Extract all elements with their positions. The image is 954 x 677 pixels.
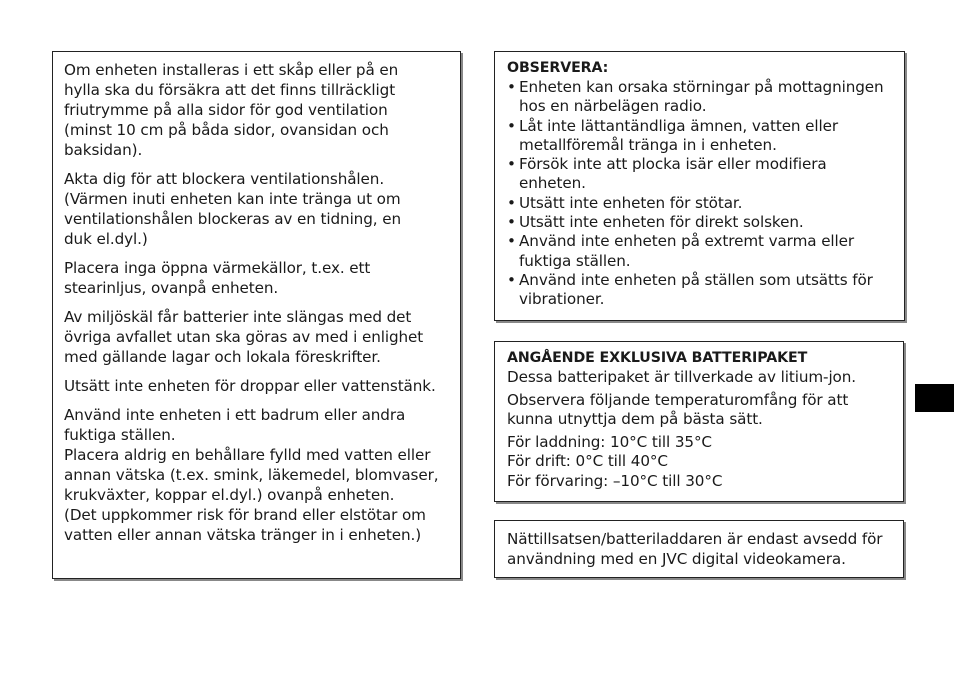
liquid-container-text: Placera aldrig en behållare fylld med vatten eller annan vätska (t.ex. smink, läkemedel, blomvaser, krukväxter, koppar el.dyl.) ovanpå enheten.: [64, 446, 439, 504]
storage-temp-text: För förvaring: –10°C till 30°C: [507, 471, 723, 490]
operation-temp-text: För drift: 0°C till 40°C: [507, 452, 668, 470]
list-item-text: Enheten kan orsaka störningar på mottagningen hos en närbelägen radio.: [519, 78, 884, 116]
charger-note-box: Nättillsatsen/batteriladdaren är endast avsedd för användning med en JVC digital videokamera.: [494, 520, 904, 578]
bullet-icon: •: [507, 155, 516, 174]
list-item: [507, 232, 896, 271]
list-item: [507, 271, 896, 310]
bathroom-warning-text: Använd inte enheten i ett badrum eller andra fuktiga ställen.: [64, 406, 406, 444]
list-item-text: Använd inte enheten på ställen som utsätts för vibrationer.: [519, 270, 873, 309]
battery-disposal-text: Av miljöskäl får batterier inte slängas med det övriga avfallet utan ska göras av med i enlighet med gällande lagar och lokala föreskrifter.: [64, 308, 424, 366]
list-item-text: Använd inte enheten på extremt varma eller fuktiga ställen.: [519, 232, 855, 270]
bullet-icon: •: [507, 270, 516, 289]
bullet-icon: •: [507, 232, 516, 251]
battery-intro-text: Dessa batteripaket är tillverkade av litium-jon.: [507, 368, 857, 386]
list-item: [507, 155, 896, 194]
safety-notes-box: [52, 51, 461, 579]
observera-list: [507, 78, 896, 310]
temperature-note-text: Observera följande temperaturomfång för att kunna utnyttja dem på bästa sätt.: [507, 390, 849, 428]
list-item: [507, 78, 896, 117]
ventilation-block-text: Akta dig för att blockera ventilationshålen. (Värmen inuti enheten kan inte tränga ut om ventilationshålen blockeras av en tidning, en duk el.dyl.): [64, 170, 401, 248]
list-item-text: Utsätt inte enheten för stötar.: [519, 193, 743, 212]
observera-heading: OBSERVERA:: [507, 60, 609, 76]
heat-source-text: Placera inga öppna värmekällor, t.ex. ett stearinljus, ovanpå enheten.: [64, 259, 371, 297]
water-drip-text: Utsätt inte enheten för droppar eller vattenstänk.: [64, 377, 436, 395]
observera-box: [494, 51, 905, 321]
list-item: [507, 117, 896, 156]
bullet-icon: •: [507, 213, 516, 232]
bullet-icon: •: [507, 193, 516, 212]
list-item: [507, 213, 896, 232]
fire-risk-text: (Det uppkommer risk för brand eller elstötar om vatten eller annan vätska tränger in i enheten.): [64, 506, 426, 544]
list-item-text: Utsätt inte enheten för direkt solsken.: [519, 213, 804, 232]
charging-temp-text: För laddning: 10°C till 35°C: [507, 432, 712, 451]
bullet-icon: •: [507, 116, 516, 135]
list-item-text: Låt inte lättantändliga ämnen, vatten eller metallföremål tränga in i enheten.: [519, 116, 839, 154]
battery-info-box: [494, 341, 904, 502]
battery-heading: ANGÅENDE EXKLUSIVA BATTERIPAKET: [507, 350, 808, 366]
bullet-icon: •: [507, 78, 516, 96]
section-tab-marker: [915, 384, 954, 412]
ventilation-clearance-text: Om enheten installeras i ett skåp eller på en hylla ska du försäkra att det finns tillräckligt friutrymme på alla sidor för god ventilation (minst 10 cm på båda sidor, ovansidan och baksidan).: [64, 61, 399, 159]
list-item-text: Försök inte att plocka isär eller modifiera enheten.: [519, 155, 827, 193]
list-item: [507, 194, 896, 213]
